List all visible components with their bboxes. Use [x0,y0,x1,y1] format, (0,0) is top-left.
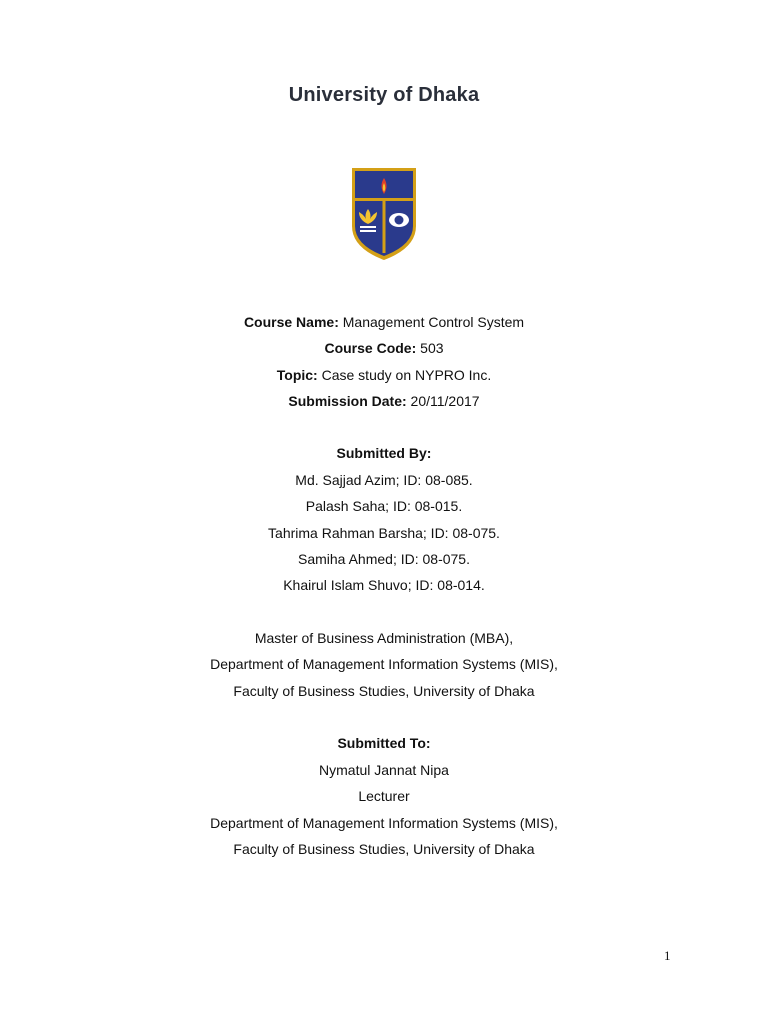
member-3: Tahrima Rahman Barsha; ID: 08-075. [268,525,500,541]
page-number: 1 [664,948,671,963]
member-4: Samiha Ahmed; ID: 08-075. [298,551,470,567]
member-2: Palash Saha; ID: 08-015. [305,498,463,514]
page-title: University of Dhaka [288,84,480,106]
submission-date: Submission Date: 20/11/2017 [288,393,480,409]
supervisor-name: Nymatul Jannat Nipa [319,762,449,778]
program-line-1: Master of Business Administration (MBA), [254,630,514,646]
course-name: Course Name: Management Control System [243,314,525,330]
course-topic: Topic: Case study on NYPRO Inc. [276,367,492,383]
program-line-2: Department of Management Information Systems (MIS), [210,656,558,672]
member-5: Khairul Islam Shuvo; ID: 08-014. [283,577,485,593]
supervisor-faculty: Faculty of Business Studies, University of Dhaka [233,841,535,857]
program-line-3: Faculty of Business Studies, University of Dhaka [233,683,535,699]
supervisor-department: Department of Management Information Systems (MIS), [210,815,558,831]
submitted-to-heading: Submitted To: [337,735,431,751]
submitted-by-heading: Submitted By: [336,445,432,461]
university-crest-logo [338,164,430,274]
course-code: Course Code: 503 [324,340,444,356]
supervisor-title: Lecturer [358,788,410,804]
member-1: Md. Sajjad Azim; ID: 08-085. [295,472,473,488]
